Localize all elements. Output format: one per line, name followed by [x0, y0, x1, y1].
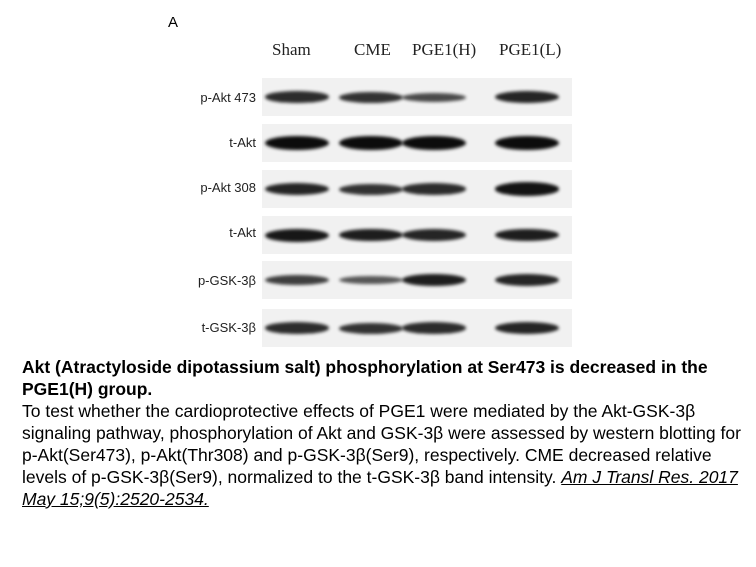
blot-band: [402, 93, 466, 102]
blot-strip: [262, 78, 572, 116]
blot-band: [265, 183, 329, 195]
blot-band: [495, 91, 559, 103]
blot-band: [495, 182, 559, 196]
lane-label-pge1-l: PGE1(L): [499, 40, 562, 59]
blot-band: [339, 276, 403, 284]
lane-label-cme: CME: [354, 40, 391, 59]
blot-band: [339, 229, 403, 242]
blot-band: [339, 184, 403, 195]
row-label-p-akt-473: p-Akt 473: [200, 90, 256, 105]
blot-band: [402, 229, 466, 241]
panel-letter: A: [168, 14, 179, 31]
blot-strip: [262, 261, 572, 299]
blot-band: [265, 322, 329, 334]
blot-band: [339, 136, 403, 150]
blot-band: [339, 323, 403, 334]
blot-strip: [262, 309, 572, 347]
blot-strip: [262, 216, 572, 254]
blot-band: [402, 136, 466, 150]
blot-band: [495, 229, 559, 242]
blot-band: [402, 274, 466, 287]
row-label-p-gsk-3b: p-GSK-3β: [197, 273, 256, 288]
caption-title: Akt (Atractyloside dipotassium salt) phosphorylation at Ser473 is decreased in the PGE1(H) group.: [22, 357, 708, 399]
figure-caption: [22, 356, 750, 510]
caption-body: To test whether the cardioprotective effects of PGE1 were mediated by the Akt-GSK-3β signaling pathway, phosphorylation of Akt and GSK-3β were assessed by western blotting for p-Akt(Ser473), p-Akt(Thr308) and p-GSK-3β(Ser9), respectively. CME decreased relative levels of p-GSK-3β(Ser9), normalized to the t-GSK-3β band intensity.: [22, 401, 741, 487]
blot-band: [402, 183, 466, 195]
blot-band: [495, 136, 559, 150]
blot-band: [495, 322, 559, 334]
blot-band: [339, 92, 403, 103]
blot-band: [265, 229, 329, 242]
citation-link[interactable]: Am J Transl Res. 2017 May 15;9(5):2520-2534.: [22, 467, 738, 509]
blot-band: [402, 322, 466, 334]
blot-band: [265, 275, 329, 285]
lane-label-pge1-h: PGE1(H): [412, 40, 477, 59]
blot-band: [495, 274, 559, 286]
row-label-t-gsk-3b: t-GSK-3β: [201, 320, 256, 335]
row-label-t-akt-2: t-Akt: [229, 225, 256, 240]
blot-band: [265, 136, 329, 150]
blot-band: [265, 91, 329, 103]
blot-strip: [262, 170, 572, 208]
blot-strip: [262, 124, 572, 162]
row-label-p-akt-308: p-Akt 308: [200, 180, 256, 195]
lane-label-sham: Sham: [272, 40, 311, 59]
row-label-t-akt-1: t-Akt: [229, 135, 256, 150]
